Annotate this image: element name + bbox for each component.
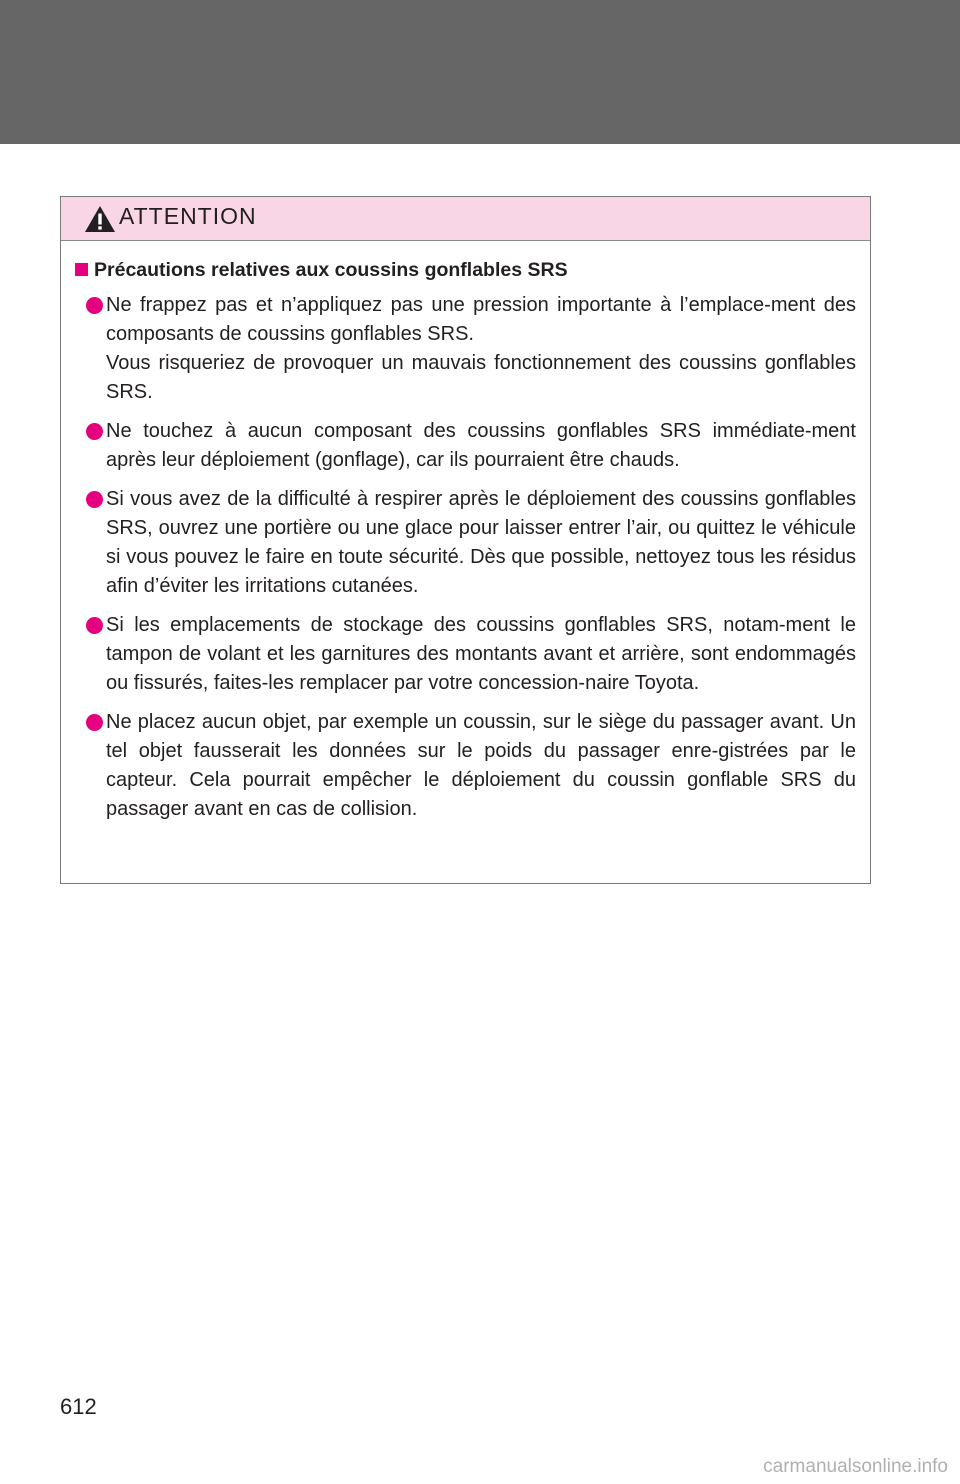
section-heading xyxy=(75,259,856,282)
attention-title: ATTENTION xyxy=(119,203,257,229)
bullet-icon xyxy=(86,491,103,508)
bullet-icon xyxy=(86,617,103,634)
list-item xyxy=(75,611,856,698)
section-heading-text: Précautions relatives aux coussins gonflables SRS xyxy=(94,259,568,281)
bullet-icon xyxy=(86,423,103,440)
page-number: 612 xyxy=(60,1394,97,1419)
attention-content xyxy=(61,241,870,824)
list-item xyxy=(75,485,856,601)
item-text: Vous risqueriez de provoquer un mauvais fonctionnement des coussins gonflables SRS. xyxy=(106,352,856,403)
list-item xyxy=(75,417,856,475)
bullet-icon xyxy=(86,297,103,314)
square-bullet-icon xyxy=(75,263,88,276)
bullet-icon xyxy=(86,714,103,731)
item-text: Ne frappez pas et n’appliquez pas une pression importante à l’emplace-ment des composants de coussins gonflables SRS. xyxy=(106,294,856,345)
warning-triangle-icon xyxy=(83,204,117,234)
list-item xyxy=(75,708,856,824)
list-item xyxy=(75,291,856,407)
attention-box xyxy=(60,196,871,884)
top-header-band xyxy=(0,0,960,144)
attention-header xyxy=(61,197,870,241)
watermark: carmanualsonline.info xyxy=(763,1456,948,1477)
item-text: Ne touchez à aucun composant des coussins gonflables SRS immédiate-ment après leur déploiement (gonflage), car ils pourraient être chauds. xyxy=(106,420,856,471)
item-text: Si les emplacements de stockage des coussins gonflables SRS, notam-ment le tampon de volant et les garnitures des montants avant et arrière, sont endommagés ou fissurés, faites-les remplacer par votre concession-naire Toyota. xyxy=(106,614,856,694)
item-text: Si vous avez de la difficulté à respirer après le déploiement des coussins gonflables SRS, ouvrez une portière ou une glace pour laisser entrer l’air, ou quittez le véhicule si vous pouvez le faire en toute sécurité. Dès que possible, nettoyez tous les résidus afin d’éviter les irritations cutanées. xyxy=(106,488,856,597)
item-text: Ne placez aucun objet, par exemple un coussin, sur le siège du passager avant. Un tel objet fausserait les données sur le poids du passager enre-gistrées par le capteur. Cela pourrait empêcher le déploiement du coussin gonflable SRS du passager avant en cas de collision. xyxy=(106,711,856,820)
